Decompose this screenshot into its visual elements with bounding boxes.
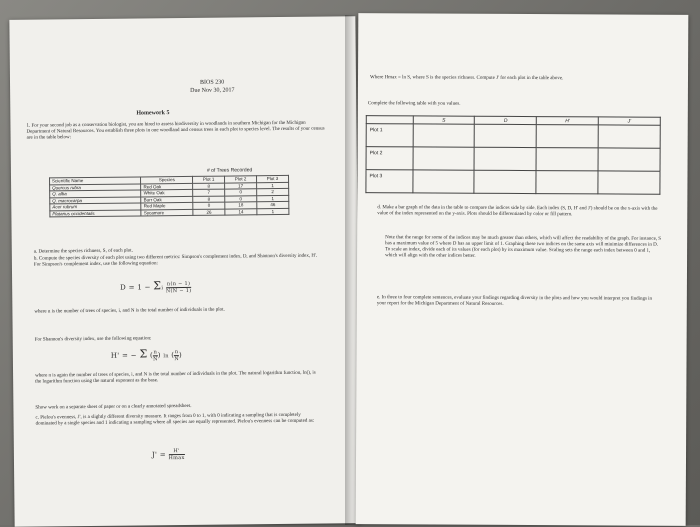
- table-cell: Quercus rubra: [50, 183, 141, 190]
- pielou-denominator: Hmax: [168, 455, 185, 462]
- table-header-cell: Scientific Name: [50, 177, 141, 184]
- table-row: [366, 170, 660, 195]
- table-cell: Q. macrocarpa: [50, 196, 141, 203]
- table-row: [50, 208, 289, 217]
- table-cell: 17: [225, 182, 257, 189]
- table-cell: 1: [257, 195, 289, 202]
- answer-cell[interactable]: [536, 125, 598, 148]
- table-group-header: # of Trees Recorded: [206, 167, 253, 174]
- sum-symbol: Σ: [139, 347, 148, 361]
- answer-cell[interactable]: [536, 148, 598, 171]
- answer-cell[interactable]: [598, 171, 660, 194]
- sum-index: i: [161, 285, 164, 292]
- table-row-label: Plot 1: [366, 124, 413, 147]
- show-work-text: Show work on a separate sheet of paper or on a clearly annotated spreadsheet.: [35, 403, 192, 411]
- homework-page-left: [9, 16, 360, 527]
- simpson-equation: [120, 279, 191, 294]
- table-cell: 1: [257, 208, 289, 215]
- table-header-cell: Plot 2: [225, 176, 257, 183]
- simpson-fraction: [166, 280, 192, 293]
- pielou-numerator: H': [168, 448, 184, 455]
- table-header-cell: H': [537, 117, 599, 125]
- table-cell: 8: [193, 183, 225, 190]
- shannon-lhs: H' = −: [110, 351, 140, 360]
- pielou-fraction: [168, 448, 184, 461]
- shannon-fraction-2: [174, 349, 179, 362]
- table-header-cell: J': [598, 117, 660, 125]
- answer-cell[interactable]: [413, 170, 475, 193]
- due-date: Due Nov 30, 2017: [190, 87, 235, 94]
- definition-text-2: where n is again the number of trees of species, i, and N is the total number of individuals in the plot. The natural logarithm function, ln(), is the logarithm function using the natural exponent as the base.: [35, 370, 316, 385]
- shannon-fraction-1: [153, 349, 158, 362]
- table-cell: 46: [257, 201, 289, 208]
- answer-cell[interactable]: [598, 125, 660, 148]
- definition-text-3: Where Hmax = ln S, where S is the species richness. Compute J' for each plot in the table above.: [369, 75, 564, 82]
- page-fold-shadow: [345, 15, 355, 525]
- answer-cell[interactable]: [413, 124, 475, 147]
- table-cell: 0: [225, 189, 257, 196]
- answer-cell[interactable]: [536, 171, 598, 194]
- table-cell: Red Oak: [141, 183, 193, 190]
- answer-cell[interactable]: [475, 124, 537, 147]
- sum-symbol: Σ: [153, 279, 162, 293]
- question-c-text: c. Pielou's evenness, J', is a slightly different diversity measure. It ranges from 0 to 1, with 0 indicating a sampling that is completely dominated by a single species and 1 indicating a sampling where all species are equally represented. Pielou's evenness can be computed as:: [35, 412, 315, 427]
- table-header-cell: Species: [141, 176, 193, 183]
- answer-cell[interactable]: [598, 148, 660, 171]
- question-a-text: a. Determine the species richness, S, of each plot.: [33, 248, 133, 255]
- table-cell: 0: [193, 202, 225, 209]
- shannon-numerator: n: [174, 348, 179, 355]
- question-1-text: 1. For your second job as a conservation biologist, you are hired to assess biodiversity in woodlands in southern Michigan for the Michigan Department of Natural Resources. You establish three plots in one woodland and census trees in each plot to species level. The results of your census are in the table below:: [26, 120, 325, 141]
- answer-cell[interactable]: [474, 147, 536, 170]
- table-header-cell: D: [475, 116, 537, 124]
- table-cell: 2: [257, 188, 289, 195]
- table-row: [366, 147, 660, 172]
- table-header-cell: Plot 3: [257, 175, 289, 182]
- table-cell: White Oak: [141, 189, 193, 196]
- question-e-text: e. In three to four complete sentences, evaluate your findings regarding diversity in the plots and how you would interpret you findings in your report for the Michigan Department of Natural Resources.: [376, 295, 653, 307]
- simpson-lhs: D = 1 −: [120, 283, 154, 292]
- table-cell: 0: [225, 195, 257, 202]
- simpson-denominator: N(N − 1): [165, 287, 192, 294]
- table-header-cell: Plot 1: [193, 176, 225, 183]
- shannon-denominator: N: [174, 355, 180, 362]
- pielou-lhs: J' =: [151, 450, 169, 459]
- shannon-denominator: N: [153, 355, 158, 362]
- question-b-text: b. Compute the species diversity of each plot using two different metrics: Simpson's complement index, D, and Shannon's diversity index, H'. For Simpson's complement index, use the following equation:: [33, 253, 318, 268]
- table-cell: Q. alba: [50, 190, 141, 197]
- table-cell: Sycamore: [141, 209, 193, 216]
- table-cell: 14: [225, 208, 257, 215]
- shannon-intro-text: For Shannon's diversity index, use the following equation:: [34, 336, 152, 343]
- table-cell: 8: [193, 196, 225, 203]
- pielou-equation: [152, 448, 185, 461]
- table-cell: Burr Oak: [141, 196, 193, 203]
- note-text: Note that the range for some of the indices may be much greater than others, which will affect the readability of the graph. For instance, S has a maximum value of 5 where D has an upper limit of 1. Graphing these two indices on the same axis will minimize differences in D. To scale an index, divide each of its values (for each plot) by its maximum value. Scaling sets the range each index between 0 and 1, which will align with the other indices better.: [385, 235, 662, 259]
- table-cell: Red Maple: [141, 202, 193, 209]
- table-row: [366, 124, 660, 149]
- results-table: [365, 115, 660, 195]
- table-cell: Acer rubrum: [50, 203, 141, 210]
- answer-cell[interactable]: [474, 170, 536, 193]
- table-header-cell: [366, 116, 413, 124]
- shannon-equation: H' = − Σ ( $\frac{n}{N}$ ) ln ( $\frac{n}{N}$ ): [110, 347, 183, 362]
- homework-page-right: [356, 13, 689, 526]
- simpson-numerator: n(n − 1): [166, 280, 191, 287]
- definition-text-1: where n is the number of trees of species, i, and N is the total number of individuals in the plot.: [34, 307, 225, 315]
- table-row-label: Plot 3: [366, 170, 413, 193]
- table-row-label: Plot 2: [366, 147, 413, 170]
- table-instructions: Complete the following table with you values.: [367, 101, 461, 107]
- answer-cell[interactable]: [413, 147, 475, 170]
- tree-census-table: [49, 175, 289, 218]
- table-cell: 26: [193, 209, 225, 216]
- question-d-text: d. Make a bar graph of the data in the table to compare the indices side by side. Each index (S, D, H' and J') should be on the x-axis with the value of the index represented on the y-axis. Plots should be differentiated by color or fill pattern.: [377, 205, 658, 218]
- shannon-numerator: n: [153, 348, 158, 355]
- page-title: Homework 5: [136, 110, 170, 117]
- table-cell: 7: [193, 189, 225, 196]
- course-code: BIOS 230: [199, 79, 225, 86]
- table-cell: Platanus occidentalis: [50, 209, 141, 216]
- table-cell: 1: [257, 182, 289, 189]
- table-header-cell: S: [413, 116, 475, 124]
- table-cell: 18: [225, 202, 257, 209]
- ln-symbol: ln: [163, 353, 169, 360]
